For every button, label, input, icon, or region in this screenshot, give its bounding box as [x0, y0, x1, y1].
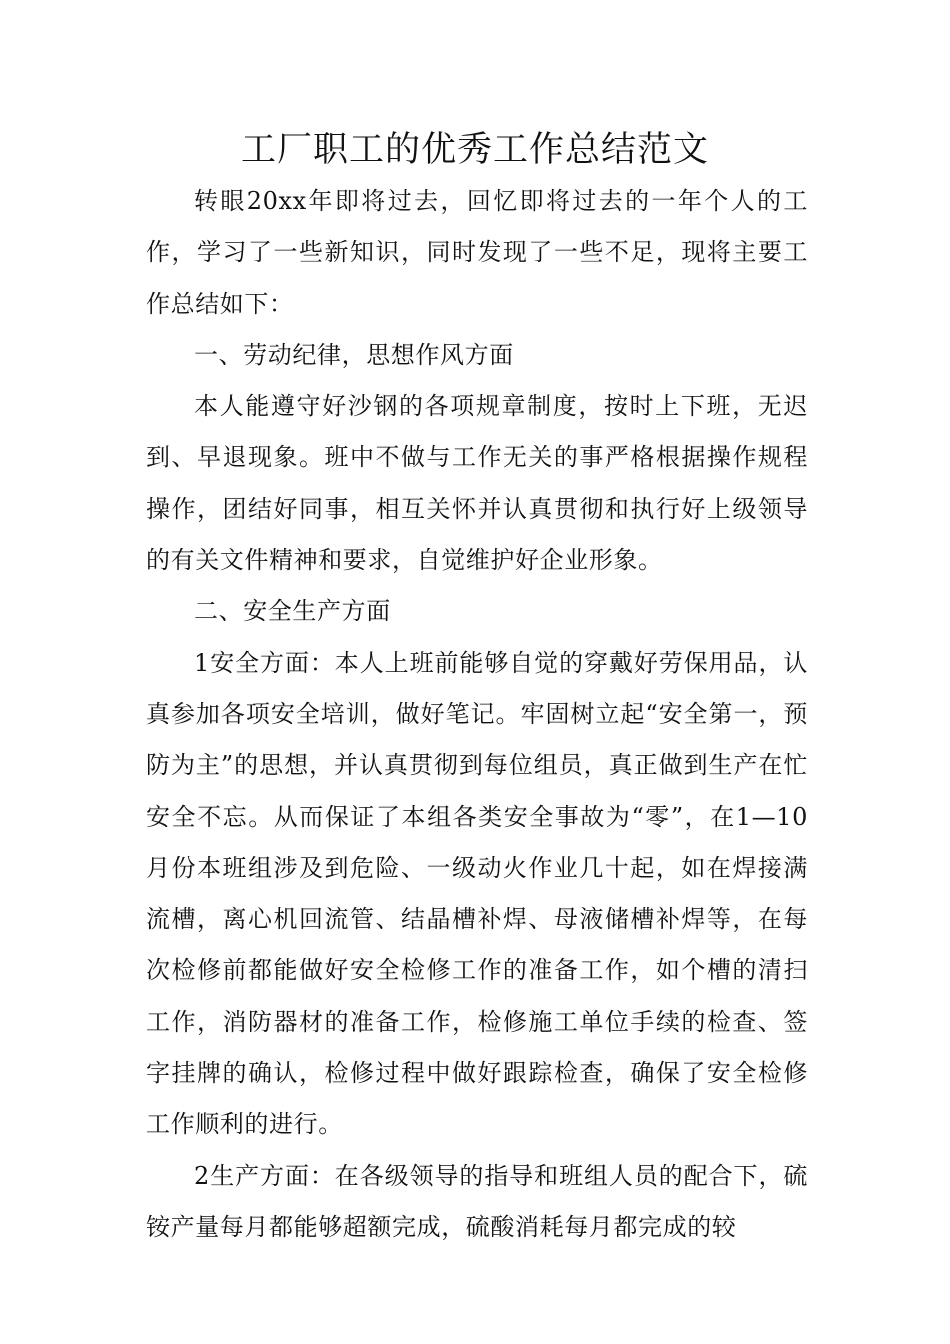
paragraph-discipline: 本人能遵守好沙钢的各项规章制度，按时上下班，无迟到、早退现象。班中不做与工作无关的事严格根据操作规程操作，团结好同事，相互关怀并认真贯彻和执行好上级领导的有关文件精神和要求，自觉维护好企业形象。 — [146, 392, 808, 575]
paragraph-safety: 1安全方面：本人上班前能够自觉的穿戴好劳保用品，认真参加各项安全培训，做好笔记。牢固树立起“安全第一，预防为主”的思想，并认真贯彻到每位组员，真正做到生产在忙安全不忘。从而保证了本组各类安全事故为“零”，在1—10月份本班组涉及到危险、一级动火作业几十起，如在焊接满流槽，离心机回流管、结晶槽补焊、母液储槽补焊等，在每次检修前都能做好安全检修工作的准备工作，如个槽的清扫工作，消防器材的准备工作，检修施工单位手续的检查、签字挂牌的确认，检修过程中做好跟踪检查，确保了安全检修工作顺利的进行。 — [146, 648, 808, 1139]
section-heading-safety-production: 二、安全生产方面 — [194, 597, 391, 626]
paragraph-production: 2生产方面：在各级领导的指导和班组人员的配合下，硫铵产量每月都能够超额完成，硫酸消耗每月都完成的较 — [146, 1161, 808, 1241]
document-title: 工厂职工的优秀工作总结范文 — [240, 130, 709, 170]
document-body — [146, 176, 808, 1253]
section-heading-discipline: 一、劳动纪律，思想作风方面 — [194, 340, 514, 369]
paragraph-intro: 转眼20xx年即将过去，回忆即将过去的一年个人的工作，学习了一些新知识，同时发现了一些不足，现将主要工作总结如下： — [146, 187, 808, 318]
